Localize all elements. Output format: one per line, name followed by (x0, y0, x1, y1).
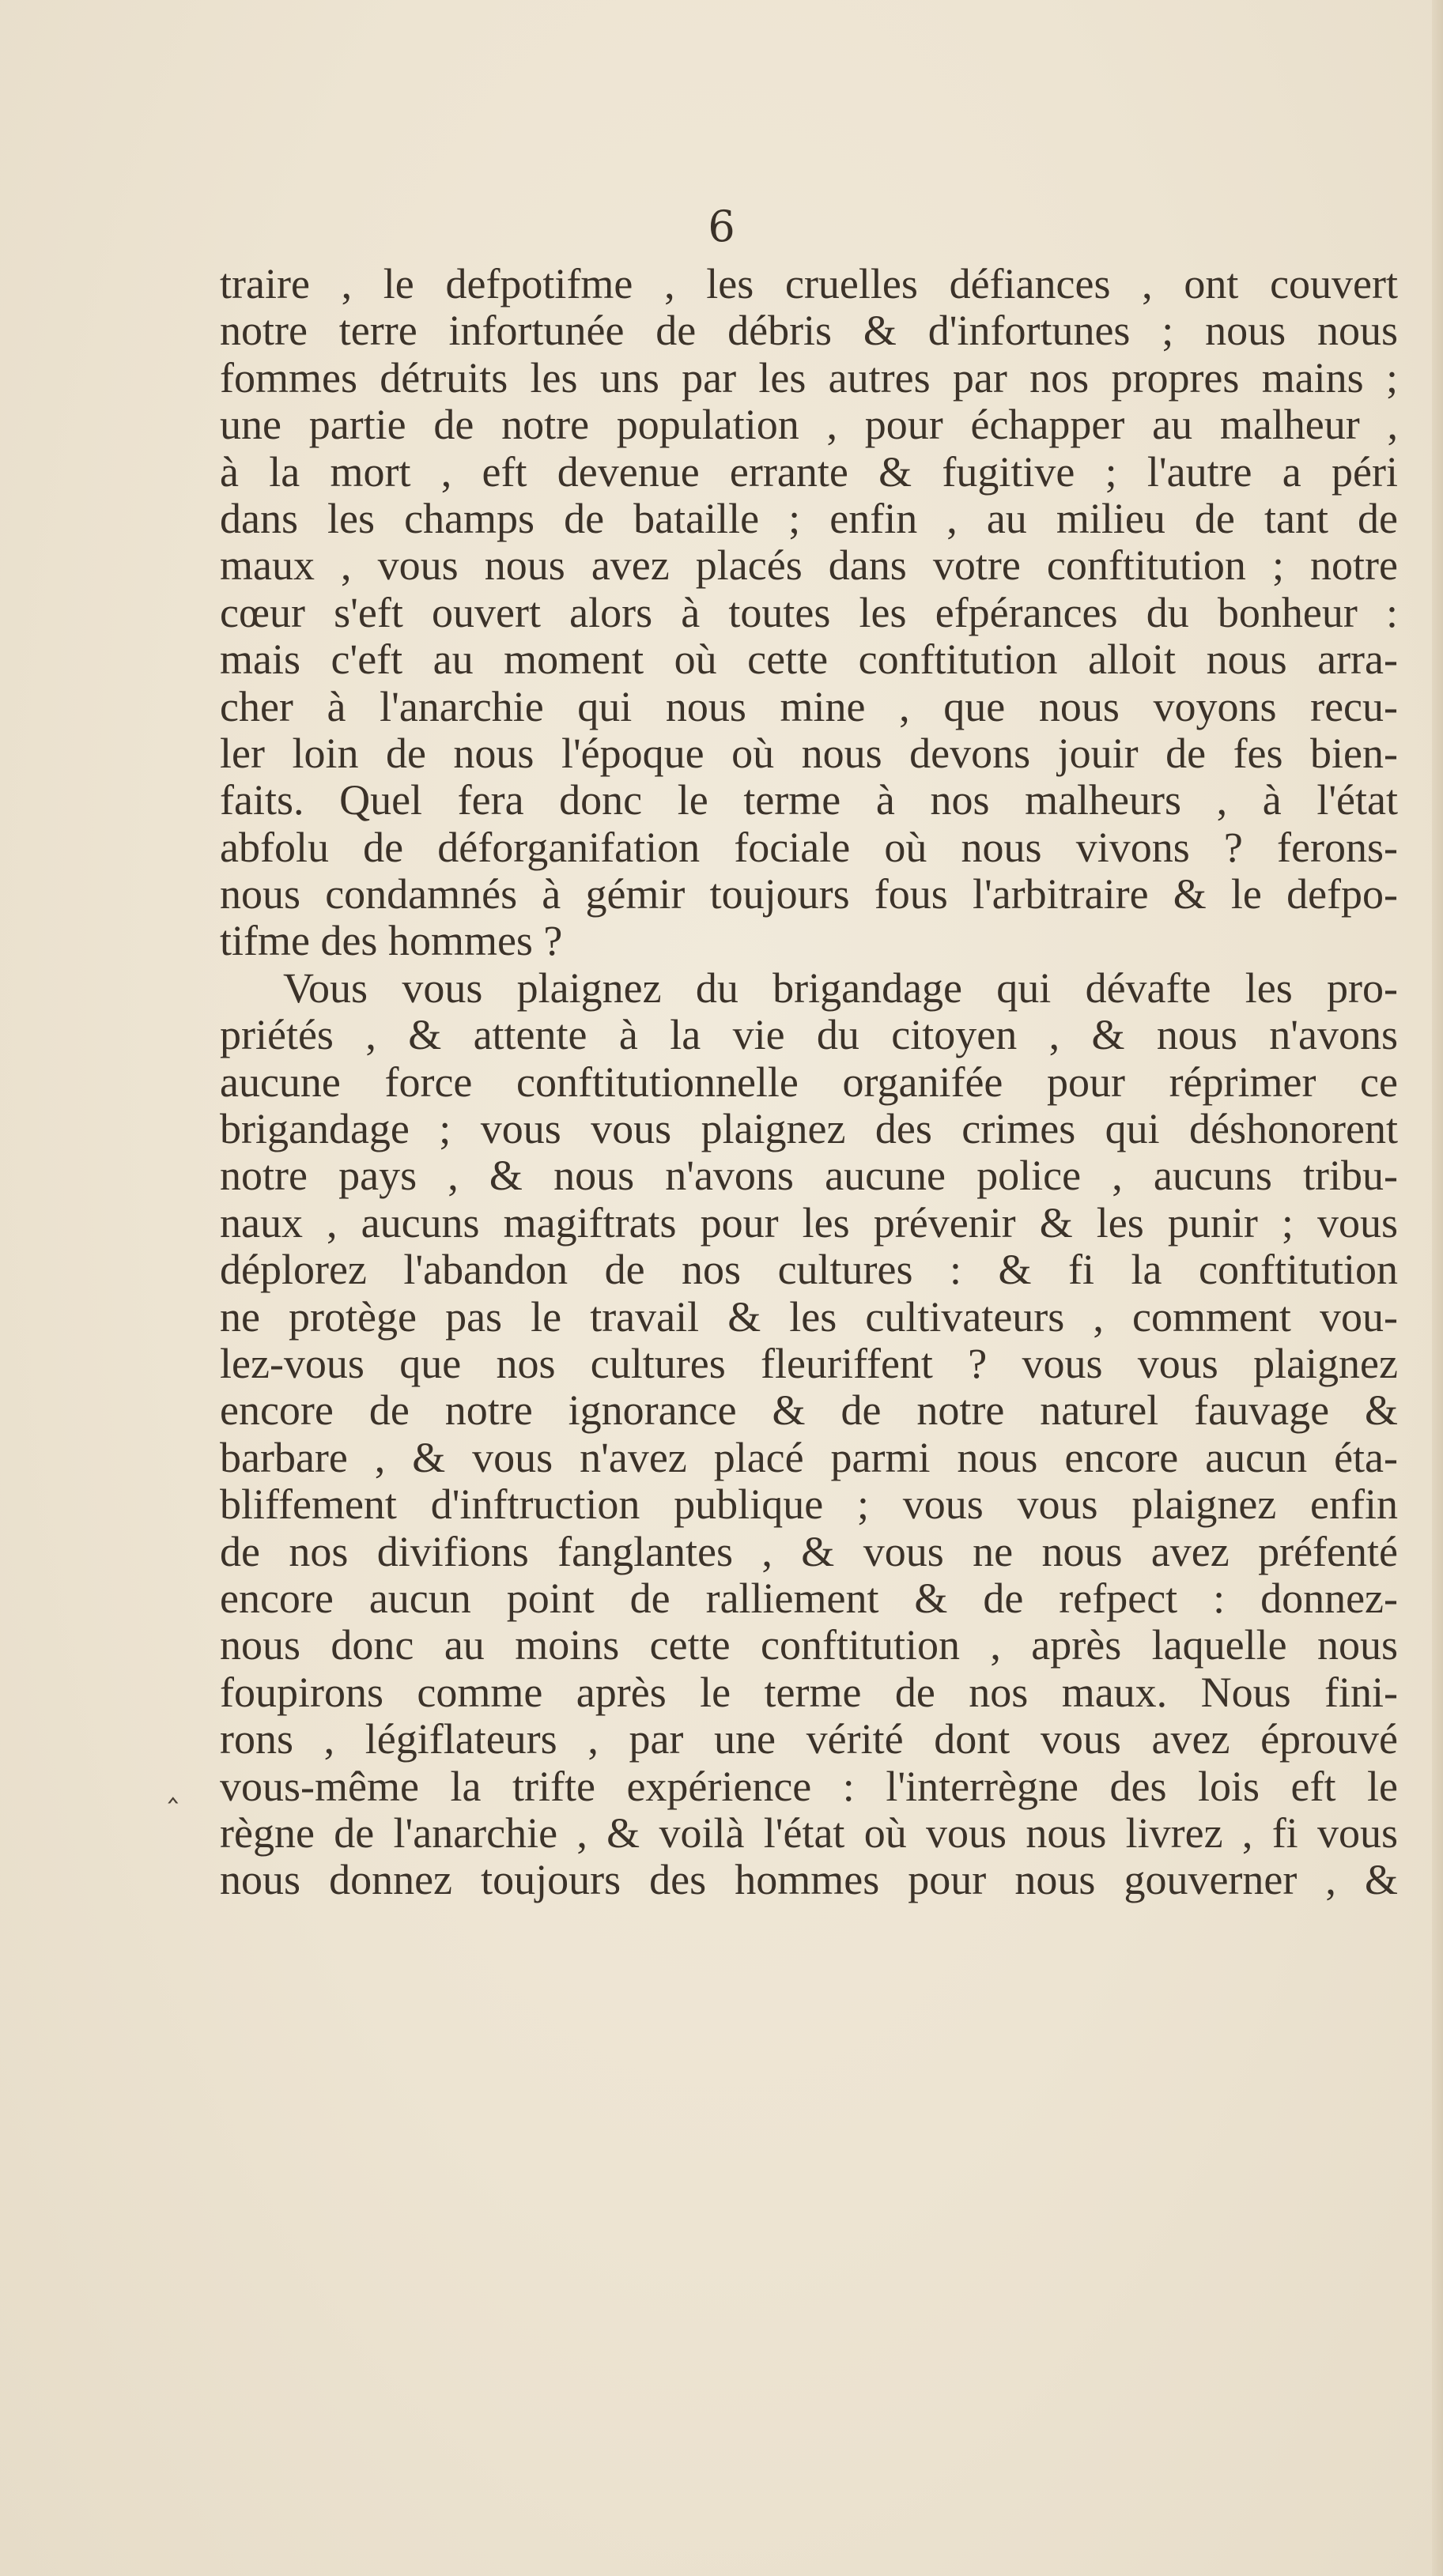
text-line: tifme des hommes ? (220, 917, 563, 965)
text-line: notre terre infortunée de débris & d'infortunes ; nous nous (220, 307, 1398, 355)
text-line: faits. Quel fera donc le terme à nos malheurs , à l'état (220, 776, 1398, 824)
text-line: dans les champs de bataille ; enfin , au milieu de tant de (220, 494, 1398, 542)
paragraph-first-line: Vous vous plaignez du brigandage qui dévafte les pro- (283, 964, 1398, 1012)
text-line: brigandage ; vous vous plaignez des crimes qui déshonorent (220, 1105, 1398, 1153)
text-line: ne protège pas le travail & les cultivateurs , comment vou- (220, 1292, 1398, 1341)
page-edge (1432, 0, 1443, 2576)
text-line: cher à l'anarchie qui nous mine , que nous voyons recu- (220, 682, 1398, 730)
text-line: nous condamnés à gémir toujours fous l'arbitraire & le defpo- (220, 870, 1398, 918)
text-line: cœur s'eft ouvert alors à toutes les efpérances du bonheur : (220, 588, 1398, 636)
text-line: ler loin de nous l'époque où nous devons jouir de fes bien- (220, 729, 1398, 777)
text-line: nous donc au moins cette conftitution , après laquelle nous (220, 1621, 1398, 1669)
text-line: traire , le defpotifme , les cruelles défiances , ont couvert (220, 260, 1398, 307)
text-line: à la mort , eft devenue errante & fugitive ; l'autre a péri (220, 447, 1398, 496)
text-line: naux , aucuns magiftrats pour les prévenir & les punir ; vous (220, 1198, 1398, 1247)
text-line: aucune force conftitutionnelle organifée pour réprimer ce (220, 1058, 1398, 1106)
text-line: notre pays , & nous n'avons aucune police , aucuns tribu- (220, 1152, 1398, 1200)
margin-mark: ‸ (168, 1767, 179, 1804)
text-line: foupirons comme après le terme de nos maux. Nous fini- (220, 1668, 1398, 1716)
body-text (220, 261, 1398, 1904)
text-line: de nos divifions fanglantes , & vous ne nous avez préfenté (220, 1527, 1398, 1575)
text-line: mais c'eft au moment où cette conftitution alloit nous arra- (220, 636, 1398, 684)
text-line: priétés , & attente à la vie du citoyen , & nous n'avons (220, 1011, 1398, 1059)
text-line: bliffement d'inftruction publique ; vous vous plaignez enfin (220, 1480, 1398, 1529)
text-line: nous donnez toujours des hommes pour nous gouverner , & (220, 1856, 1398, 1904)
text-line: barbare , & vous n'avez placé parmi nous encore aucun éta- (220, 1433, 1398, 1481)
text-line: déplorez l'abandon de nos cultures : & fi la conftitution (220, 1246, 1398, 1294)
page-number: 6 (708, 202, 735, 251)
text-line: vous-même la trifte expérience : l'interrègne des lois eft le (220, 1762, 1398, 1810)
text-line: maux , vous nous avez placés dans votre conftitution ; notre (220, 541, 1398, 590)
text-line: lez-vous que nos cultures fleuriffent ? vous vous plaignez (220, 1339, 1398, 1387)
text-line: fommes détruits les uns par les autres par nos propres mains ; (220, 353, 1398, 402)
text-line: règne de l'anarchie , & voilà l'état où vous nous livrez , fi vous (220, 1808, 1398, 1857)
text-line: encore aucun point de ralliement & de refpect : donnez- (220, 1574, 1398, 1622)
text-line: encore de notre ignorance & de notre naturel fauvage & (220, 1386, 1398, 1435)
text-line: rons , légiflateurs , par une vérité dont vous avez éprouvé (220, 1715, 1398, 1763)
text-line: abfolu de déforganifation fociale où nous vivons ? ferons- (220, 823, 1398, 871)
text-line: une partie de notre population , pour échapper au malheur , (220, 401, 1398, 449)
